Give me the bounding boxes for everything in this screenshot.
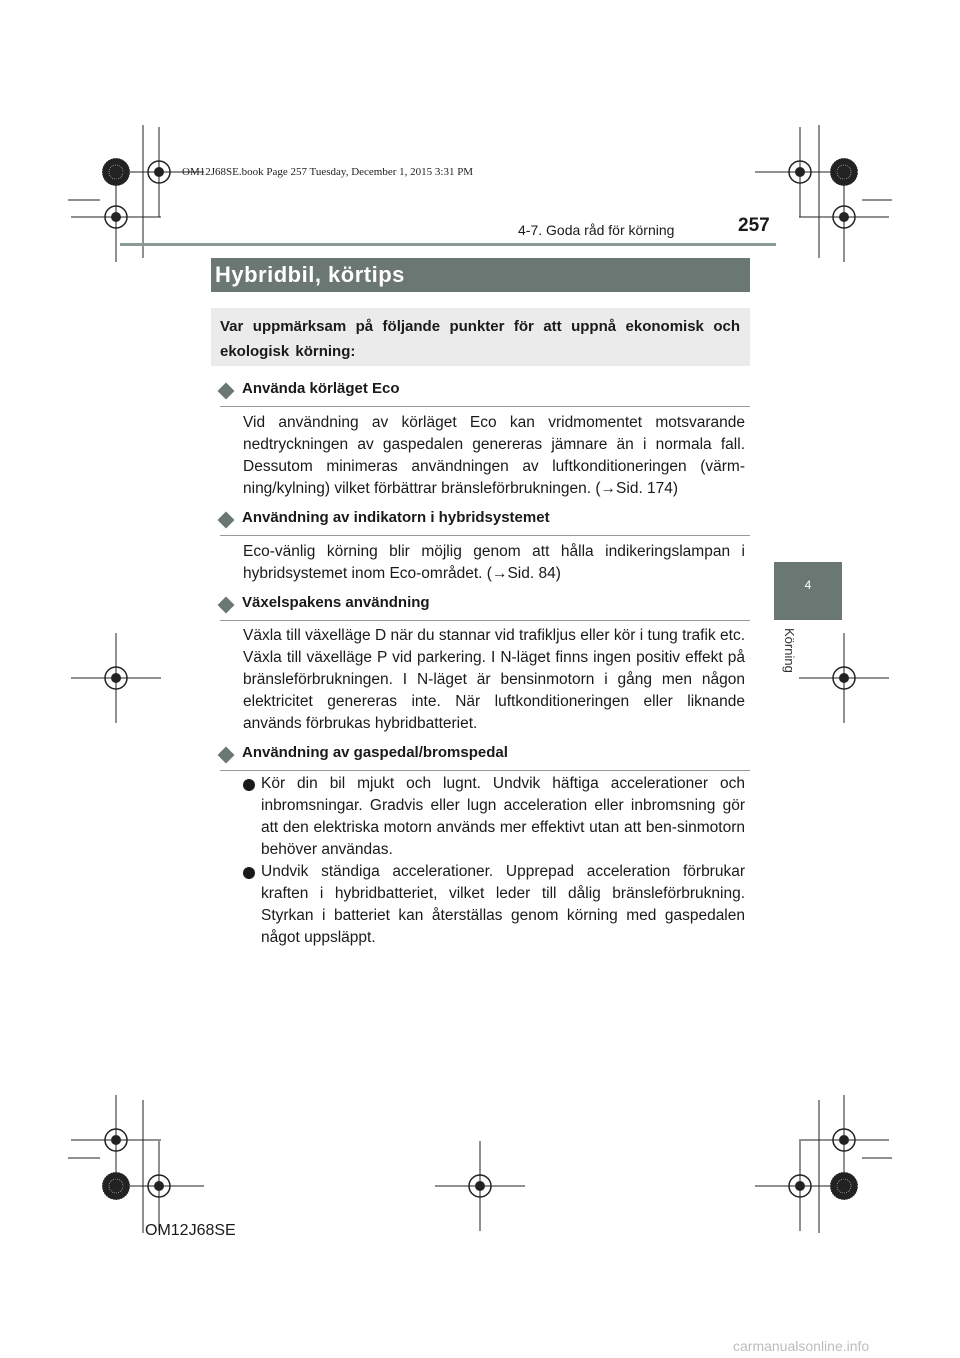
diamond-icon [218, 747, 235, 764]
intro-text: Var uppmärksam på följande punkter för att uppnå ekonomisk och ekologisk körning: [220, 318, 740, 360]
section-text: Vid användning av körläget Eco kan vridmomentet motsvarande nedtryckningen av gaspedalen genereras jämnare än i normala fall. Dessutom minimeras användningen av luftkonditioneringen (värm-ning/kylning) vilket förbättrar bränsleförbrukningen. (→Sid. 174) [243, 414, 745, 497]
section-heading: Användning av indikatorn i hybridsystemet [220, 509, 750, 536]
footer-code: OM12J68SE [145, 1222, 236, 1239]
header-rule [120, 243, 776, 246]
section-text: Växla till växelläge D när du stannar vid trafikljus eller kör i tung trafik etc. Växla till växelläge P vid parkering. I N-läget finns ingen positiv effekt på bränsleförbrukningen. I N-läget är bensinmotorn i gång men någon elektricitet genereras inte. När luftkonditioneringen eller liknande används förbrukas hybridbatteriet. [243, 627, 745, 732]
bullet-icon [243, 867, 255, 879]
running-head: 4-7. Goda råd för körning [518, 222, 675, 238]
bullet-icon [243, 779, 255, 791]
diamond-icon [218, 383, 235, 400]
watermark: carmanualsonline.info [733, 1338, 870, 1354]
page-title: Hybridbil, körtips [215, 262, 405, 287]
chapter-number: 4 [804, 578, 812, 592]
section-heading: Använda körläget Eco [220, 380, 750, 407]
section-heading: Användning av gaspedal/bromspedal [220, 744, 750, 771]
chapter-label: Körning [782, 628, 797, 673]
section-heading: Växelspakens användning [220, 594, 750, 621]
diamond-icon [218, 597, 235, 614]
print-info: OM12J68SE.book Page 257 Tuesday, December 1, 2015 3:31 PM [182, 166, 474, 178]
diamond-icon [218, 512, 235, 529]
bullet-text: Undvik ständiga accelerationer. Upprepad acceleration förbrukar kraften i hybridbatteriet, vilket leder till dålig bränsleförbrukning. Styrkan i batteriet kan återställas genom körning med gaspedalen något uppsläppt. [261, 863, 745, 946]
bullet-text: Kör din bil mjukt och lugnt. Undvik häftiga accelerationer och inbromsningar. Gradvis eller lugn acceleration eller inbromsning gör att den elektriska motorn används mer effektivt utan att ben-sinmotorn behöver användas. [261, 775, 745, 858]
page-number: 257 [738, 215, 770, 236]
section-text: Eco-vänlig körning blir möjlig genom att hålla indikeringslampan i hybridsystemet inom Eco-området. (→Sid. 84) [243, 543, 745, 582]
